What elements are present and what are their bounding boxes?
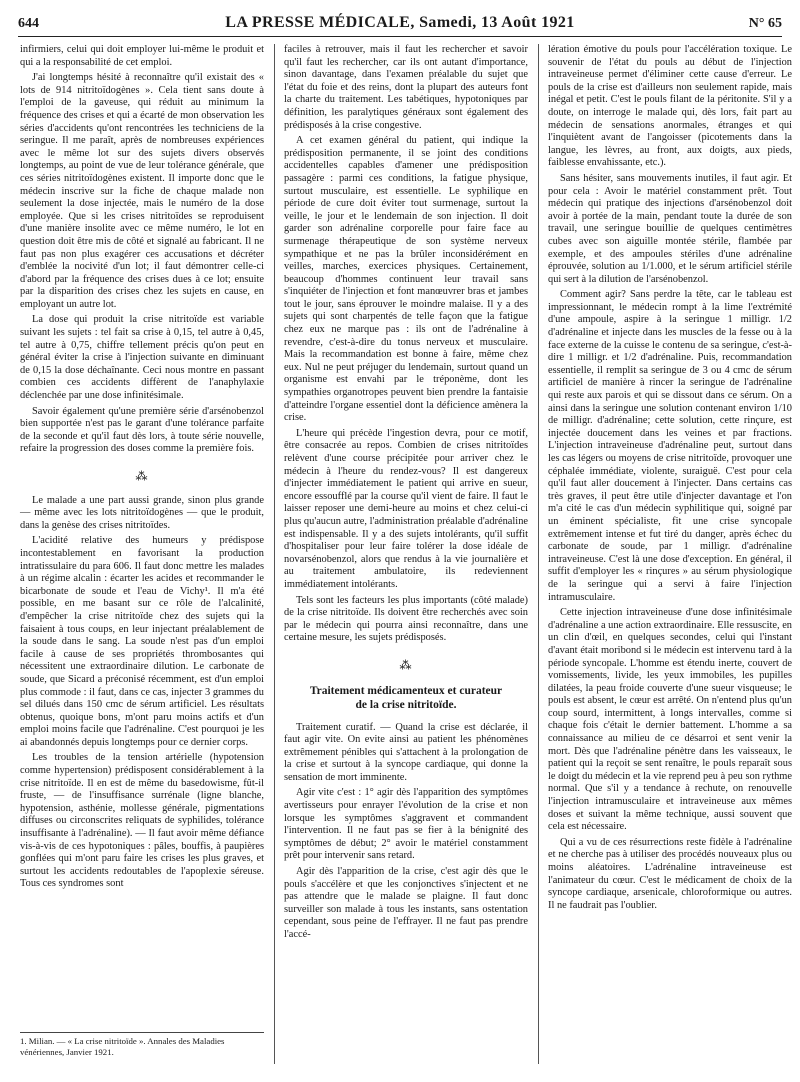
paragraph: J'ai longtemps hésité à reconnaître qu'il existait des « lots de 914 nitritoïdogènes ». Cela tient sans doute à l'emploi de la gaveuse, qui réduit au minimum la fréquence des crises et qui a écarté de mon observation les séries d'accidents qu'ont rencontrées les techniciens de la seringue. Il me paraît, après de nombreuses expériences avec le même lot sur des sujets divers observés longtemps, au point de vue de leur tolérance générale, que ces séries nitritoïdogènes existent. Il importe donc que le médecin inscrive sur la fiche de chaque malade non seulement la dose injectée, mais le numéro de la dose employée. Que si les crises nitritoïdes se reproduisent d'une manière insolite avec ce même numéro, le lot en question doit être mis de côté et signalé au fabricant. Il ne faut pas non plus exagérer ces accusations et décréter d'emblée la nocivité d'un lot; il faut démontrer celle-ci d'abord par la fréquence des crises dues à ce lot; ensuite par la disparition des crises chez les sujets en cause, en employant un autre lot. <box>20 72 264 310</box>
paragraph: Cette injection intraveineuse d'une dose infinitésimale d'adrénaline a une action extraordinaire. Elle ressuscite, en un clin d'œil, en quelques secondes, celui qui l'instant d'avant était moribond si le médecin est intervenu tard à la période syncopale. L'homme est étendu inerte, couvert de vomissements, livide, les yeux immobiles, les pupilles dilatées, la peau froide couverte d'une sueur visqueuse; le pouls est absent, le cœur est arrêté. On n'entend plus qu'un coup sourd, intermittent, à longs intervalles, comme si chaque fois c'était le dernier battement. L'homme a sa connaissance au milieu de ce désarroi et sent venir la mort. Dès que l'adrénaline pénètre dans les vaisseaux, le patient qui la reçoit se sent renaître, le pouls reparaît sous le doigt du médecin et la vie reprend peu à peu son rythme normal. Que s'il y a tendance à rechute, on renouvelle l'injection intramusculaire et intraveineuse aux mêmes doses et suivant la même technique, aussi souvent que cela est nécessaire. <box>548 607 792 833</box>
paragraph: Les troubles de la tension artérielle (hypotension comme hypertension) prédisposent considérablement à la crise nitritoïde. Il en est de même du basedowisme, fût-il fruste, — de l'insuffisance surrénale (ligne blanche, hypotension, asthénie, mollesse générale, pigmentations diffuses ou circonscrites reliquats de syphilides, tolérance insuffisante à l'adrénaline). — Il faut avoir même défiance vis-à-vis de ces hypotoniques : pâles, bouffis, à paupières gonflées qui m'ont paru faire les crises les plus graves, et surtout les accidents redoutables de l'apoplexie séreuse. Tous ces syndromes sont <box>20 752 264 890</box>
paragraph: faciles à retrouver, mais il faut les rechercher et savoir qu'il faut les rechercher, car ils ont autant d'importance, sinon davantage, dans l'examen préalable du sujet que l'état du foie et des reins, dont la plupart des auteurs font la charte du traitement. Les tabétiques, hypotoniques par définition, les paralytiques généraux sont également des prédisposés à la crise congestive. <box>284 44 528 131</box>
paragraph: L'acidité relative des humeurs y prédispose incontestablement en favorisant la production intratissulaire du para 606. Il faut donc mettre les malades à un régime alcalin : écarter les acides et recommander le bicarbonate de soude et l'eau de Vichy¹. Il m'a été possible, en me basant sur ce rôle de l'alcalinité, d'empêcher la crise nitritoïde chez des sujets qui la faisaient à tous coups, en leur injectant préalablement de la soude dans le sang. La soude n'est pas d'un emploi facile à cause de ses propriétés thrombosantes qui nécessitent une extraordinaire dilution. Le carbonate de soude, que Sicard a préconisé récemment, est d'un emploi plus commode : il faut, dans ce cas, injecter 3 grammes du sel dilués dans 150 cmc de sérum artificiel. Les résultats obtenus, quoique bons, m'ont paru moins actifs et d'un emploi moins facile que l'adrénaline. C'est pourquoi je les ai abandonnés depuis longtemps pour ce dernier corps. <box>20 535 264 748</box>
paragraph: lération émotive du pouls pour l'accélération toxique. Le souvenir de l'état du pouls au début de l'injection intraveineuse permet d'éliminer cette cause d'erreur. Le pouls de la crise est d'ailleurs non seulement rapide, mais inégal et petit. C'est le pouls filant de la péritonite. S'il y a doute, on interroge le malade qui, dès lors, fait part au médecin de sensations anormales, étranges et qui l'inquiètent avant de l'angoisser (picotements dans la langue, les lèvres, au front, aux doigts, aux pieds, faiblesse envahissante, etc.). <box>548 44 792 169</box>
column-right <box>548 44 792 915</box>
section-heading <box>284 684 528 712</box>
section-heading-line: de la crise nitritoïde. <box>355 698 457 711</box>
paragraph: Sans hésiter, sans mouvements inutiles, il faut agir. Et pour cela : Avoir le matériel constamment prêt. Tout médecin qui pratique des injections d'arsénobenzol doit avoir à portée de la main, pendant toute la durée de son travail, une seringue bouillie de quelques centimètres cubes avec son aiguille montée stérile, flambée par exemple, et des ampoules stériles d'une adrénaline éprouvée, solution au 1/1.000, et le sérum artificiel stérile qui sert à la dilution de l'arsénobenzol. <box>548 172 792 285</box>
paragraph: Comment agir? Sans perdre la tête, car le tableau est impressionnant, le médecin rompt à la lime l'extrémité d'une ampoule, aspire à la seringue 1 milligr. 1/2 d'adrénaline et injecte dans les muscles de la fesse ou à la face externe de la cuisse le contenu de sa seringue, c'est-à-dire 1 milligr. et 1/2 d'adrénaline. Puis, recommandation essentielle, il remplit sa seringue de 3 ou 4 cmc de sérum artificiel de manière à rincer la seringue de l'adrénaline qui reste aux parois et qui se dissout dans ce sérum. On a ainsi dans la seringue une solution contenant environ 1/10 de milligr. d'adrénaline; cette solution, cette rinçure, est injectée doucement dans les veines et par fractions. L'injection intraveineuse d'adrénaline peut, surtout dans les cas légers ou moyens de crise nitritoïde, provoquer une céphalée immédiate, violente, suraiguë. C'est pour cela qu'il faut aller doucement à l'injecter. Dans certains cas très graves, il peut être utile d'injecter davantage et l'on m'a cité le cas d'un médecin syphilitique qui, soigné par un éminent spécialiste, fit une crise syncopale extrêmement intense et fut tiré du danger, après échec du carbonate de soude, par 1 milligr. d'adrénaline intraveineuse. C'est là une dose d'exception. En général, il suffit d'employer les « rinçures » au sérum physiologique de la seringue qui a servi à faire l'injection intramusculaire. <box>548 289 792 603</box>
page-number: 644 <box>18 16 39 31</box>
paragraph: Savoir également qu'une première série d'arsénobenzol bien supportée n'est pas le garant d'une tolérance parfaite de la seconde et qu'il faut dès lors, à toute série nouvelle, refaire la progression des doses comme la première fois. <box>20 405 264 455</box>
column-middle <box>284 44 528 945</box>
paragraph: Agir dès l'apparition de la crise, c'est agir dès que le pouls s'accélère et que les conjonctives s'injectent et ne pas attendre que le malade se plaigne. Il faut donc surveiller son malade à tous les instants, sans ostentation cependant, sous peine de l'effrayer. Il ne faut pas prendre l'accé- <box>284 866 528 940</box>
journal-title: LA PRESSE MÉDICALE, Samedi, 13 Août 1921 <box>225 14 575 31</box>
paragraph: La dose qui produit la crise nitritoïde est variable suivant les sujets : tel fait sa crise à 0,15, tel autre à 0,45, tel autre à 0,75, chiffre tellement précis qu'on peut en général éviter la crise à l'injection suivante en diminuant de 0,15 la dose déchaînante. Ceci nous montre en passant combien ces accidents diffèrent de l'anaphylaxie déclenchée par une dose infinitésimale. <box>20 314 264 402</box>
paragraph: Traitement curatif. — Quand la crise est déclarée, il faut agir vite. On evite ainsi au patient les phénomènes extrêmement pénibles qui s'attachent à la prolongation de la crise et surtout à la syncope cardiaque, qui donne la sensation de mort imminente. <box>284 721 528 783</box>
column-rule-right <box>538 44 539 1064</box>
paragraph: Le malade a une part aussi grande, sinon plus grande — même avec les lots nitritoïdogènes — que le produit, dans la genèse des crises nitritoïdes. <box>20 494 264 531</box>
paragraph: Qui a vu de ces résurrections reste fidèle à l'adrénaline et ne cherche pas à utiliser des procédés nouveaux plus ou moins aléatoires. L'adrénaline intraveineuse est l'animateur du cœur. C'est le médicament de choix de la syncope cardiaque, arsenicale, chloroformique ou autres. Il ne faudrait pas l'oublier. <box>548 836 792 911</box>
section-heading-line: Traitement médicamenteux et curateur <box>309 684 503 697</box>
section-divider: ⁂ <box>135 469 149 483</box>
paragraph: L'heure qui précède l'ingestion devra, pour ce motif, être consacrée au repos. Combien de crises nitritoïdes relèvent d'une course précipitée pour arriver chez le médecin à l'heure du rendez-vous? Il est dangereux d'injecter immédiatement le patient qui arrive en sueur, encore essoufflé par la course qu'il vient de faire. Il faut le laisser reposer une demi-heure au moins et chez celui-ci plus qu'aucun autre, l'administration préalable d'adrénaline est indispensable. Il y a des sujets intolérants, qu'il suffit d'hospitaliser pour leur faire tolérer la dose idéale de novarsénobenzol, alors que rendus à la vie journalière et au traitement ambulatoire, ils redeviennent immédiatement intolérants. <box>284 427 528 590</box>
issue-number: N° 65 <box>748 16 782 31</box>
column-rule-left <box>274 44 275 1064</box>
paragraph: Agir vite c'est : 1° agir dès l'apparition des symptômes avertisseurs pour enrayer l'évolution de la crise et non lorsque les symptômes s'aggravent et commandent l'intervention. Il ne faut pas se fier à la bénignité des symptômes de début; 2° avoir le matériel constamment prêt pour intervenir sans retard. <box>284 787 528 862</box>
section-divider: ⁂ <box>399 657 413 672</box>
paragraph: A cet examen général du patient, qui indique la prédisposition permanente, il se joint des conditions accidentelles capables d'amener une prédisposition passagère : parmi ces conditions, la fatigue physique, surtout musculaire, est essentielle. Le syphilique en période de cure doit éviter tout surmenage, surtout la veille, le jour et le lendemain de son injection. Il doit garder son adrénaline corporelle pour faire face au surmenage thérapeutique de son système nerveux sympathique et ne pas la brûler inconsidérément en veilles, marches, exercices physiques. Certainement, beaucoup d'hommes continuent leur travail sans s'inquiéter de l'injection et font manœuvrer bras et jambes tout le jour, sans éprouver le moindre malaise. Il y a des sujets qui sont charpentés de telle façon que la fatigue chez eux ne marque pas : ils ont de l'adrénaline à revendre, c'est-à-dire du tonus nerveux et musculaire. Mais la recommandation est bonne à faire, même chez eux. Nul ne peut préjuger du lendemain, surtout quand un organisme est envahi par le tréponème, dont les sympathies organotropes peuvent bien prendre la fantaisie d'atteindre l'organe essentiel dont la déficience amènera la crise. <box>284 135 528 424</box>
paragraph: infirmiers, celui qui doit employer lui-même le produit et qui a la responsabilité de cet emploi. <box>20 44 264 68</box>
page-header <box>18 14 782 37</box>
paragraph: Tels sont les facteurs les plus importants (côté malade) de la crise nitritoïde. Ils doivent être recherchés avec soin par le médecin qui pourra ainsi reconnaître, dans une certaine mesure, les sujets prédisposés. <box>284 594 528 644</box>
footnote: 1. Milian. — « La crise nitritoïde ». Annales des Maladies vénériennes, Janvier 1921. <box>20 1032 264 1057</box>
column-left <box>20 44 264 894</box>
